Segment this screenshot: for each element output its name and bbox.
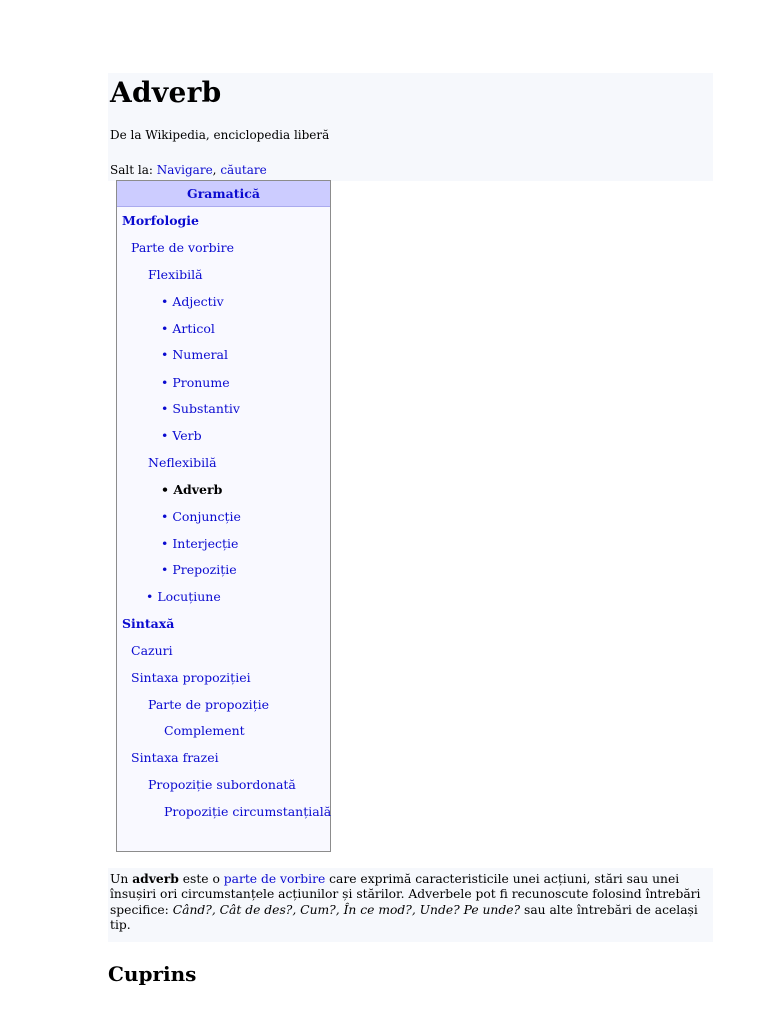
infobox-link-propozitie-circumstantiala[interactable]: Propoziție circumstanțială	[164, 804, 332, 819]
intro-paragraph	[110, 871, 710, 934]
site-tagline: De la Wikipedia, enciclopedia liberă	[110, 128, 330, 142]
infobox-link-adjectiv[interactable]: • Adjectiv	[161, 294, 224, 309]
infobox-link-prepozitie[interactable]: • Prepoziție	[161, 562, 237, 577]
intro-text-3: care exprimă caracteristicile unei acțiuni, stări sau unei însușiri ori circumstanțele acțiunilor și stărilor. Adverbele pot fi recunoscute folosind întrebări specifice:	[110, 872, 701, 917]
intro-text-2: este o	[178, 872, 224, 886]
infobox-link-morfologie[interactable]: Morfologie	[122, 213, 200, 228]
intro-questions: Când?, Cât de des?, Cum?, În ce mod?, Unde? Pe unde?	[172, 902, 521, 917]
infobox-link-verb[interactable]: • Verb	[161, 428, 202, 443]
jump-separator: ,	[212, 163, 221, 177]
jump-navigation-link[interactable]: Navigare	[156, 163, 213, 177]
intro-term: adverb	[132, 871, 179, 886]
infobox-link-interjectie[interactable]: • Interjecție	[161, 536, 239, 551]
contents-heading: Cuprins	[108, 962, 197, 986]
grammar-infobox	[116, 180, 331, 852]
page-title: Adverb	[110, 76, 222, 109]
intro-text-4: sau alte întrebări de același tip.	[110, 902, 698, 933]
intro-text-1: Un	[110, 872, 133, 886]
jump-search-link[interactable]: căutare	[220, 163, 267, 177]
infobox-link-conjunctie[interactable]: • Conjuncție	[161, 509, 241, 524]
infobox-link-sintaxa-frazei[interactable]: Sintaxa frazei	[131, 750, 219, 765]
infobox-current-adverb: • Adverb	[161, 482, 223, 497]
infobox-link-articol[interactable]: • Articol	[161, 321, 215, 336]
jump-to-bar	[110, 163, 267, 177]
infobox-link-substantiv[interactable]: • Substantiv	[161, 401, 240, 416]
infobox-link-cazuri[interactable]: Cazuri	[131, 643, 173, 658]
infobox-header[interactable]	[117, 181, 330, 207]
infobox-header-label: Gramatică	[187, 186, 260, 201]
infobox-link-propozitie-subordonata[interactable]: Propoziție subordonată	[148, 777, 296, 792]
infobox-link-locutiune[interactable]: • Locuțiune	[146, 589, 221, 604]
infobox-link-sintaxa[interactable]: Sintaxă	[122, 616, 175, 631]
infobox-link-parte-de-vorbire[interactable]: Parte de vorbire	[131, 240, 234, 255]
infobox-link-neflexibila[interactable]: Neflexibilă	[148, 455, 217, 470]
jump-to-label: Salt la:	[110, 163, 153, 177]
infobox-link-numeral[interactable]: • Numeral	[161, 347, 229, 362]
intro-link-parte-de-vorbire[interactable]: parte de vorbire	[223, 872, 326, 886]
infobox-link-pronume[interactable]: • Pronume	[161, 375, 230, 390]
infobox-link-complement[interactable]: Complement	[164, 723, 245, 738]
infobox-link-sintaxa-propozitiei[interactable]: Sintaxa propoziției	[131, 670, 251, 685]
infobox-link-flexibila[interactable]: Flexibilă	[148, 267, 203, 282]
infobox-link-parte-de-propozitie[interactable]: Parte de propoziție	[148, 697, 270, 712]
